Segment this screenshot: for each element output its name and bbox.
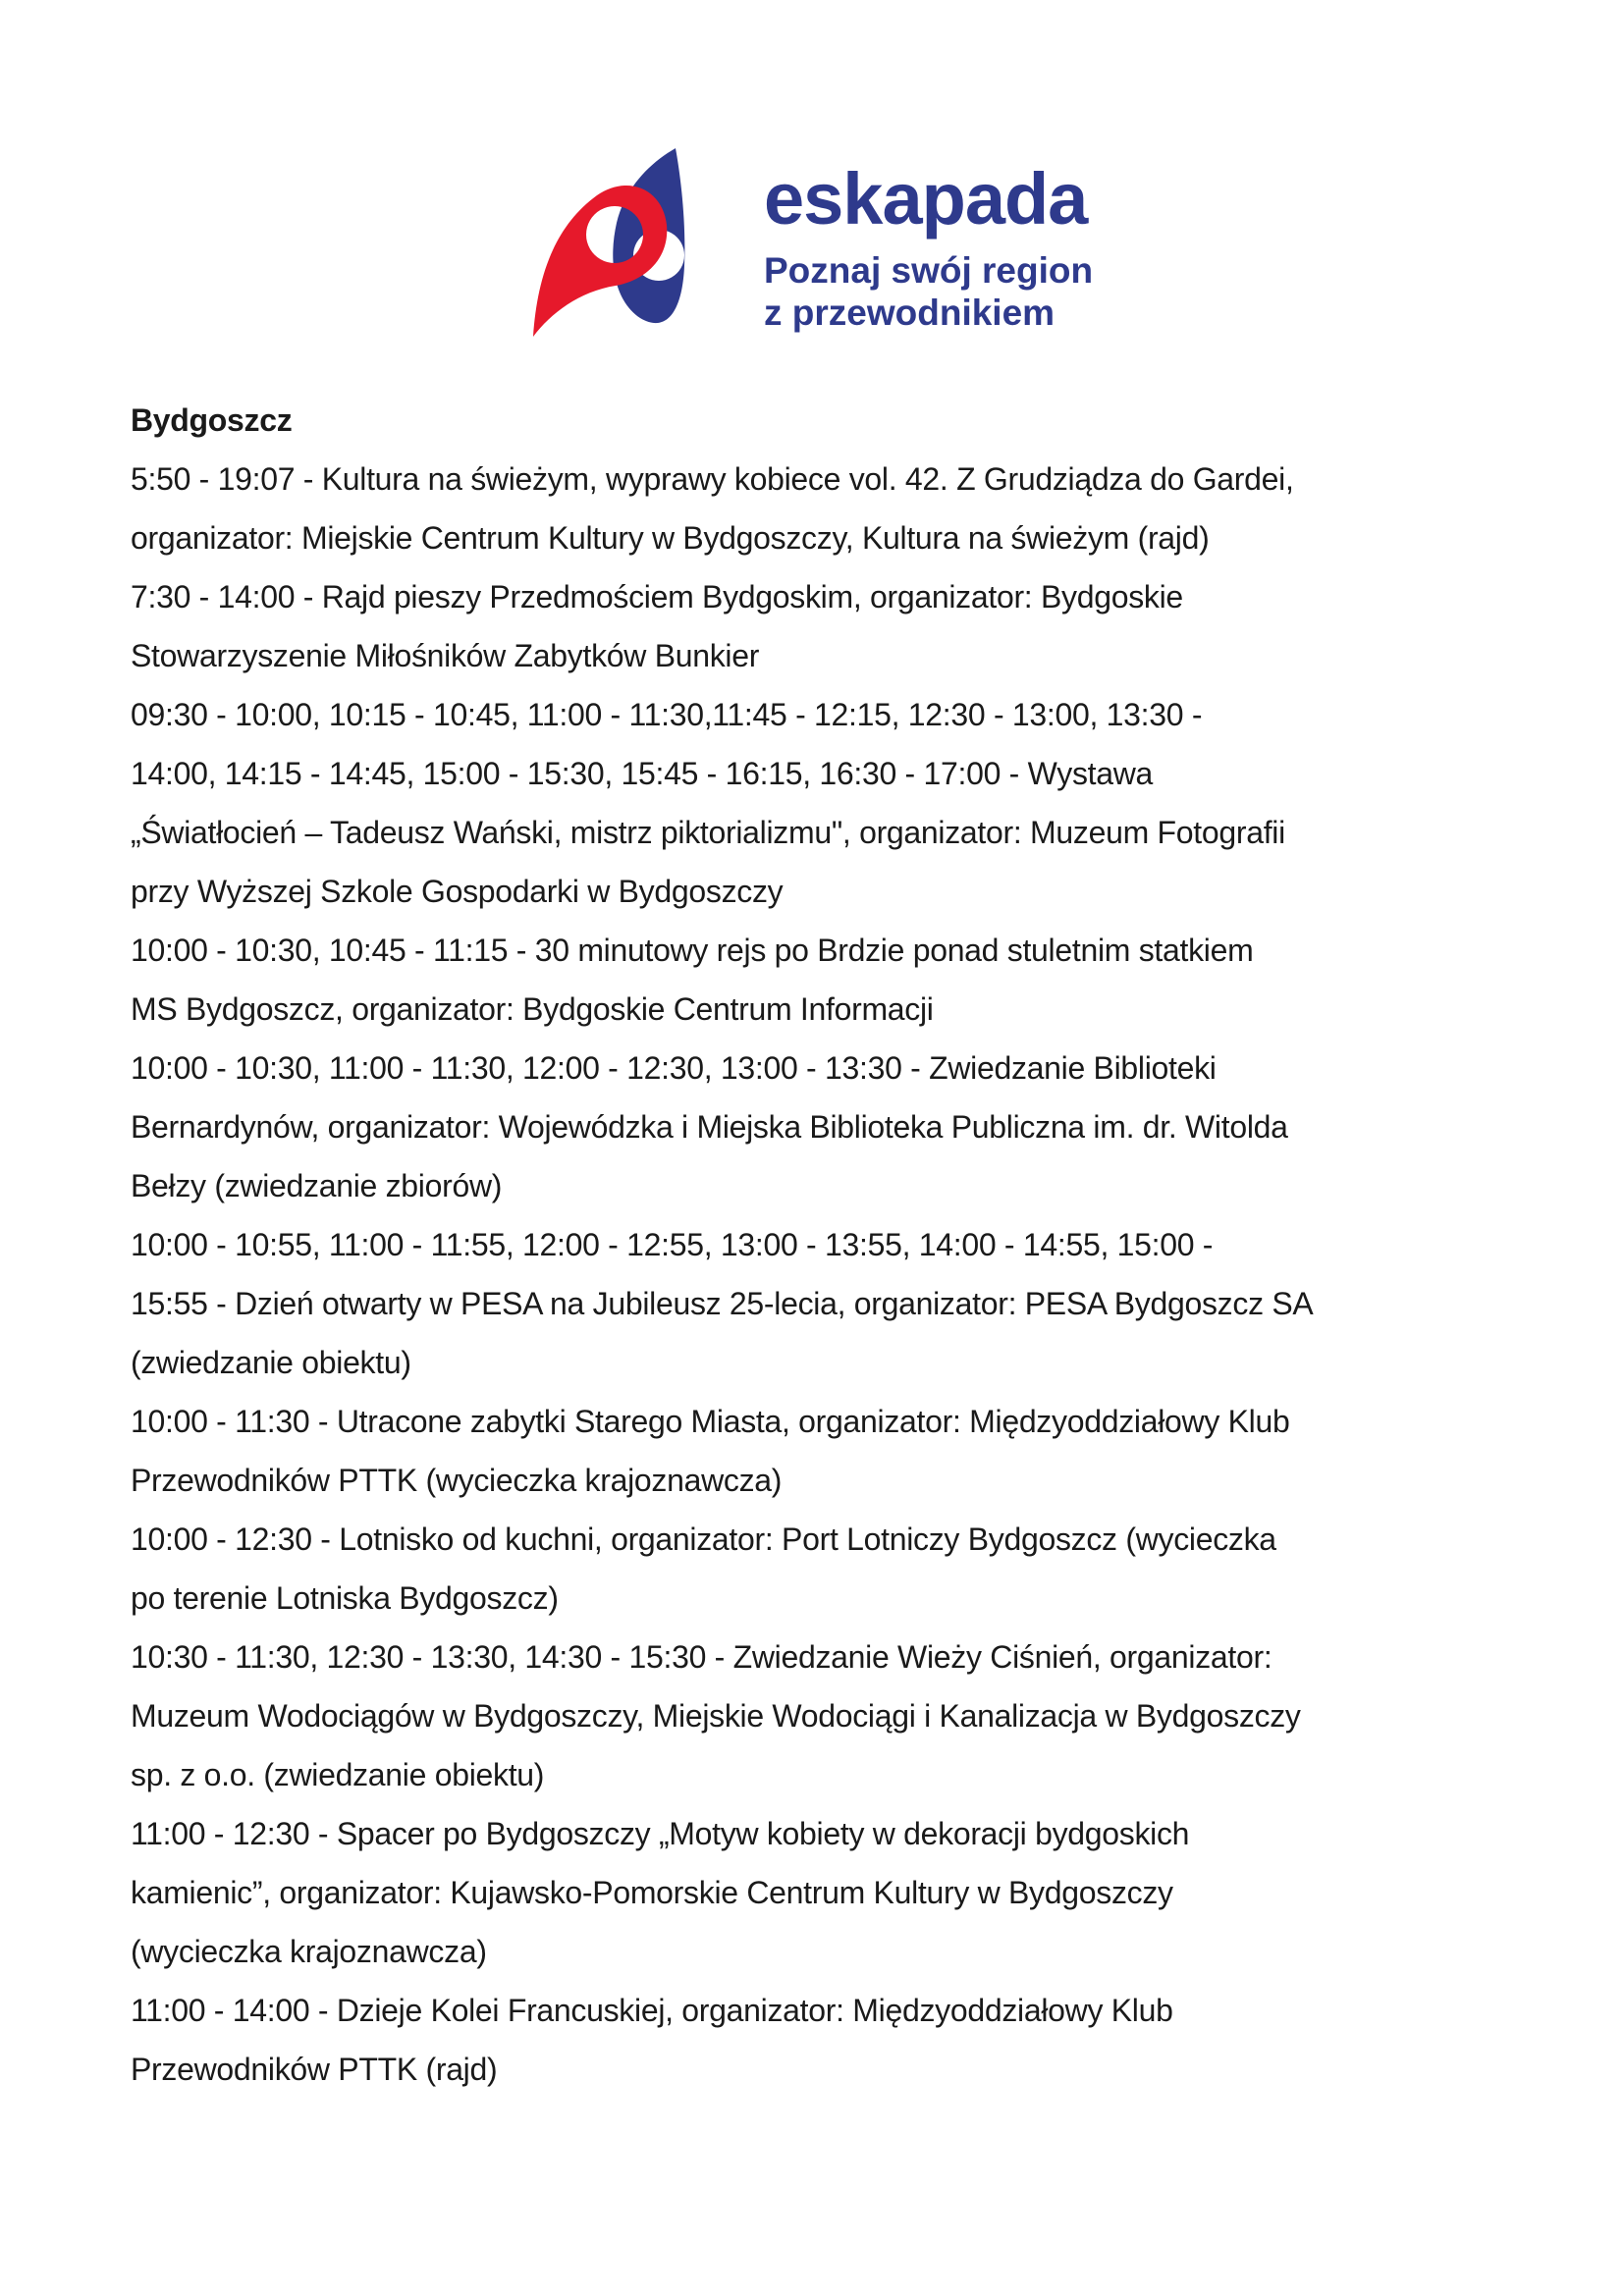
eskapada-logo	[518, 126, 1108, 347]
event-line: Przewodników PTTK (wycieczka krajoznawcza)	[131, 1463, 783, 1498]
event-line: kamienic”, organizator: Kujawsko-Pomorskie Centrum Kultury w Bydgoszczy	[131, 1875, 1173, 1910]
event-line: (wycieczka krajoznawcza)	[131, 1934, 487, 1969]
event-line: 10:00 - 10:55, 11:00 - 11:55, 12:00 - 12:55, 13:00 - 13:55, 14:00 - 14:55, 15:00 -	[131, 1227, 1214, 1262]
event-line: 15:55 - Dzień otwarty w PESA na Jubileusz 25-lecia, organizator: PESA Bydgoszcz SA	[131, 1286, 1314, 1321]
event-line: 7:30 - 14:00 - Rajd pieszy Przedmościem Bydgoskim, organizator: Bydgoskie	[131, 579, 1183, 614]
event-line: Muzeum Wodociągów w Bydgoszczy, Miejskie Wodociągi i Kanalizacja w Bydgoszczy	[131, 1698, 1301, 1734]
brand-tagline	[764, 249, 1108, 334]
event-line: 09:30 - 10:00, 10:15 - 10:45, 11:00 - 11:30,11:45 - 12:15, 12:30 - 13:00, 13:30 -	[131, 697, 1203, 732]
event-line: Bełzy (zwiedzanie zbiorów)	[131, 1168, 503, 1203]
event-line: 5:50 - 19:07 - Kultura na świeżym, wyprawy kobiece vol. 42. Z Grudziądza do Gardei,	[131, 461, 1294, 497]
tagline-line-1: Poznaj swój region	[764, 250, 1094, 291]
tagline-line-2: z przewodnikiem	[764, 293, 1056, 333]
event-list	[131, 450, 1525, 2099]
city-heading: Bydgoszcz	[131, 402, 293, 438]
event-line: Stowarzyszenie Miłośników Zabytków Bunkier	[131, 638, 760, 673]
event-line: 10:00 - 10:30, 10:45 - 11:15 - 30 minutowy rejs po Brdzie ponad stuletnim statkiem	[131, 933, 1254, 968]
event-line: „Światłocień – Tadeusz Wański, mistrz piktorializmu", organizator: Muzeum Fotografii	[131, 815, 1285, 850]
leaf-rings-logo-icon	[518, 131, 687, 339]
event-line: 10:00 - 10:30, 11:00 - 11:30, 12:00 - 12:30, 13:00 - 13:30 - Zwiedzanie Biblioteki	[131, 1050, 1217, 1086]
event-line: 10:00 - 11:30 - Utracone zabytki Starego Miasta, organizator: Międzyoddziałowy Klub	[131, 1404, 1290, 1439]
event-line: Bernardynów, organizator: Wojewódzka i Miejska Biblioteka Publiczna im. dr. Witolda	[131, 1109, 1288, 1145]
event-line: po terenie Lotniska Bydgoszcz)	[131, 1580, 559, 1616]
event-line: 14:00, 14:15 - 14:45, 15:00 - 15:30, 15:45 - 16:15, 16:30 - 17:00 - Wystawa	[131, 756, 1154, 791]
event-line: sp. z o.o. (zwiedzanie obiektu)	[131, 1757, 545, 1792]
event-line: 11:00 - 14:00 - Dzieje Kolei Francuskiej, organizator: Międzyoddziałowy Klub	[131, 1993, 1173, 2028]
event-line: 11:00 - 12:30 - Spacer po Bydgoszczy „Motyw kobiety w dekoracji bydgoskich	[131, 1816, 1190, 1851]
document-content	[131, 391, 1525, 2099]
event-line: 10:30 - 11:30, 12:30 - 13:30, 14:30 - 15:30 - Zwiedzanie Wieży Ciśnień, organizator:	[131, 1639, 1272, 1675]
event-line: MS Bydgoszcz, organizator: Bydgoskie Centrum Informacji	[131, 991, 934, 1027]
logo-text	[764, 158, 1108, 334]
event-line: (zwiedzanie obiektu)	[131, 1345, 411, 1380]
brand-name: eskapada	[764, 158, 1088, 240]
event-line: Przewodników PTTK (rajd)	[131, 2052, 498, 2087]
event-line: organizator: Miejskie Centrum Kultury w Bydgoszczy, Kultura na świeżym (rajd)	[131, 520, 1210, 556]
event-line: przy Wyższej Szkole Gospodarki w Bydgoszczy	[131, 874, 784, 909]
event-line: 10:00 - 12:30 - Lotnisko od kuchni, organizator: Port Lotniczy Bydgoszcz (wycieczka	[131, 1522, 1276, 1557]
